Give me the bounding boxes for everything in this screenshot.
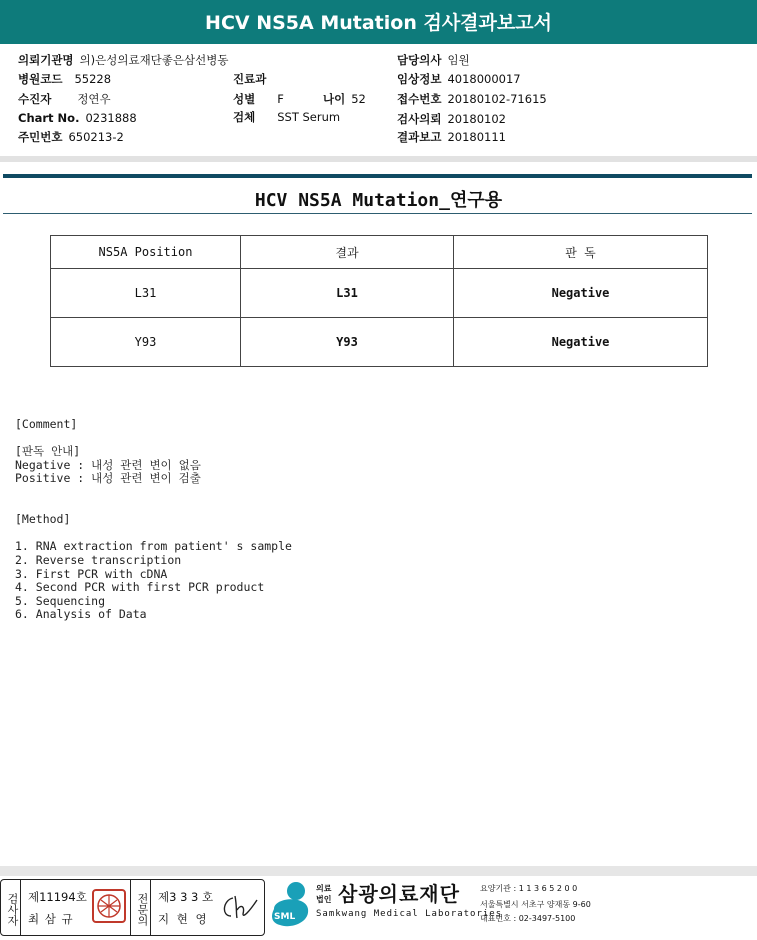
header-divider <box>0 156 757 162</box>
signature-icon <box>219 892 259 922</box>
examiner-label: 검사자 <box>6 892 19 926</box>
signature-box <box>0 879 265 936</box>
interpretation-cell: Negative <box>454 318 708 367</box>
org-name-en: Samkwang Medical Laboratories <box>316 909 503 919</box>
chart-no-label: Chart No. <box>18 111 80 125</box>
request-date-row <box>397 111 506 127</box>
patient-value: 정연우 <box>77 92 111 106</box>
report-date-row <box>397 129 506 145</box>
org-prefix-line2: 법인 <box>316 895 332 904</box>
result-cell: L31 <box>241 269 454 318</box>
report-date-label: 결과보고 <box>397 130 442 144</box>
org-name: 삼광의료재단 <box>338 882 460 906</box>
examiner-number: 제11194호 <box>28 890 87 904</box>
org-prefix <box>316 883 331 905</box>
sml-logo-icon <box>266 879 314 931</box>
patient-row <box>18 91 111 107</box>
receipt-no-row <box>397 91 547 107</box>
divider <box>150 880 151 935</box>
results-table <box>50 235 708 367</box>
patient-label: 수진자 <box>18 92 52 106</box>
logo-text: SML <box>274 912 296 922</box>
section-rule-bottom <box>3 213 752 214</box>
report-title: HCV NS5A Mutation 검사결과보고서 <box>0 0 757 44</box>
sex-row <box>233 91 284 107</box>
doctor-label: 담당의사 <box>397 53 442 67</box>
position-cell: L31 <box>51 269 241 318</box>
resident-no-value: 650213-2 <box>68 130 124 144</box>
section-title: HCV NS5A Mutation_연구용 <box>254 190 503 211</box>
divider <box>20 880 21 935</box>
column-header-interpretation: 판 독 <box>454 236 708 269</box>
age-label: 나이 <box>323 92 346 106</box>
receipt-no-value: 20180102-71615 <box>447 92 547 106</box>
specimen-value: SST Serum <box>277 110 341 124</box>
institution-label: 의뢰기관명 <box>18 53 74 67</box>
table-header-row <box>51 236 708 269</box>
department-row <box>233 71 272 87</box>
hospital-code-label: 병원코드 <box>18 72 63 86</box>
specialist-number: 제3 3 3 호 <box>158 890 214 904</box>
column-header-position: NS5A Position <box>51 236 241 269</box>
specialist-label: 전문의 <box>136 892 149 926</box>
examiner-name: 최 삼 규 <box>28 912 74 926</box>
specimen-label: 검체 <box>233 110 256 124</box>
report-date-value: 20180111 <box>447 130 506 144</box>
org-address: 서울특별시 서초구 양재동 9-60 <box>480 900 591 909</box>
seal-stamp-icon <box>91 888 127 924</box>
interpretation-cell: Negative <box>454 269 708 318</box>
sex-label: 성별 <box>233 92 256 106</box>
patient-info <box>0 46 757 158</box>
org-code: 요양기관 : 1 1 3 6 5 2 0 0 <box>480 884 578 893</box>
doctor-row <box>397 52 470 68</box>
department-label: 진료과 <box>233 72 267 86</box>
institution-value: 의)은성의료재단좋은삼선병동 <box>79 53 229 67</box>
column-header-result: 결과 <box>241 236 454 269</box>
resident-no-row <box>18 129 124 145</box>
hospital-code-row <box>18 71 111 87</box>
position-cell: Y93 <box>51 318 241 367</box>
institution-row <box>18 52 228 68</box>
hospital-code-value: 55228 <box>74 72 112 86</box>
footer <box>0 877 757 940</box>
result-cell: Y93 <box>241 318 454 367</box>
specialist-name: 지 현 영 <box>158 912 209 926</box>
organization-logo <box>266 877 757 937</box>
request-date-value: 20180102 <box>447 112 506 126</box>
chart-no-value: 0231888 <box>85 111 137 125</box>
org-prefix-line1: 의료 <box>316 884 332 893</box>
chart-no-row <box>18 111 137 125</box>
request-date-label: 검사의뢰 <box>397 112 442 126</box>
resident-no-label: 주민번호 <box>18 130 63 144</box>
clinical-info-label: 임상정보 <box>397 72 442 86</box>
doctor-value: 임원 <box>447 53 470 67</box>
receipt-no-label: 접수번호 <box>397 92 442 106</box>
clinical-info-row <box>397 71 521 87</box>
specimen-row <box>233 109 340 125</box>
footer-divider <box>0 866 757 876</box>
org-phone: 대표번호 : 02-3497-5100 <box>480 914 576 923</box>
sex-value: F <box>277 92 284 106</box>
clinical-info-value: 4018000017 <box>447 72 521 86</box>
comment-method-text: [Comment] [판독 안내] Negative : 내성 관련 변이 없음 Positive : 내성 관련 변이 검출 [Method] 1. RNA extraction from patient' s sample 2. Reverse transcription 3. First PCR with cDNA 4. Second PCR with first PCR product 5. Sequencing 6. Analysis of Data <box>15 417 292 622</box>
table-row <box>51 269 708 318</box>
section-rule-top <box>3 174 752 178</box>
table-row <box>51 318 708 367</box>
age-value: 52 <box>351 92 366 106</box>
age-row <box>323 91 366 107</box>
